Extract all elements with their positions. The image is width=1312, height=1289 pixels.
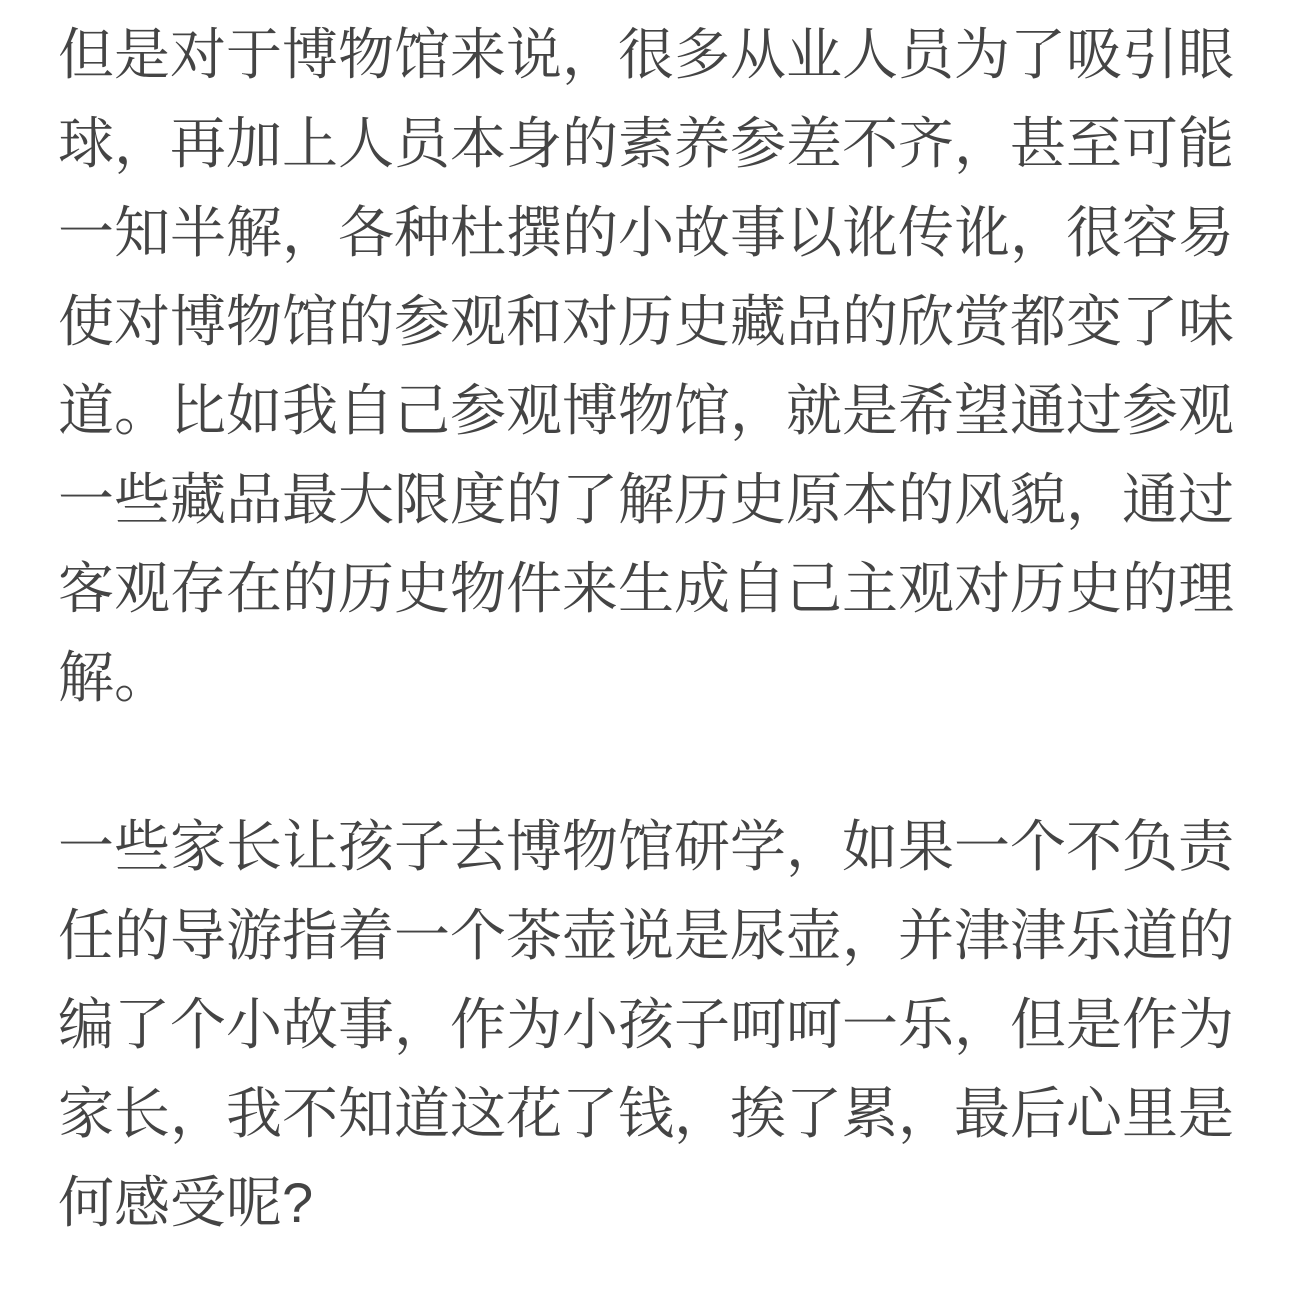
paragraph-2: 一些家长让孩子去博物馆研学，如果一个不负责任的导游指着一个茶壶说是尿壶，并津津乐道的编了个小故事，作为小孩子呵呵一乐，但是作为家长，我不知道这花了钱，挨了累，最后心里是何感受呢? — [58, 815, 1234, 1234]
paragraph-1: 但是对于博物馆来说，很多从业人员为了吸引眼球，再加上人员本身的素养参差不齐，甚至可能一知半解，各种杜撰的小故事以讹传讹，很容易使对博物馆的参观和对历史藏品的欣赏都变了味道。比如我自己参观博物馆，就是希望通过参观一些藏品最大限度的了解历史原本的风貌，通过客观存在的历史物件来生成自己主观对历史的理解。 — [58, 23, 1234, 709]
